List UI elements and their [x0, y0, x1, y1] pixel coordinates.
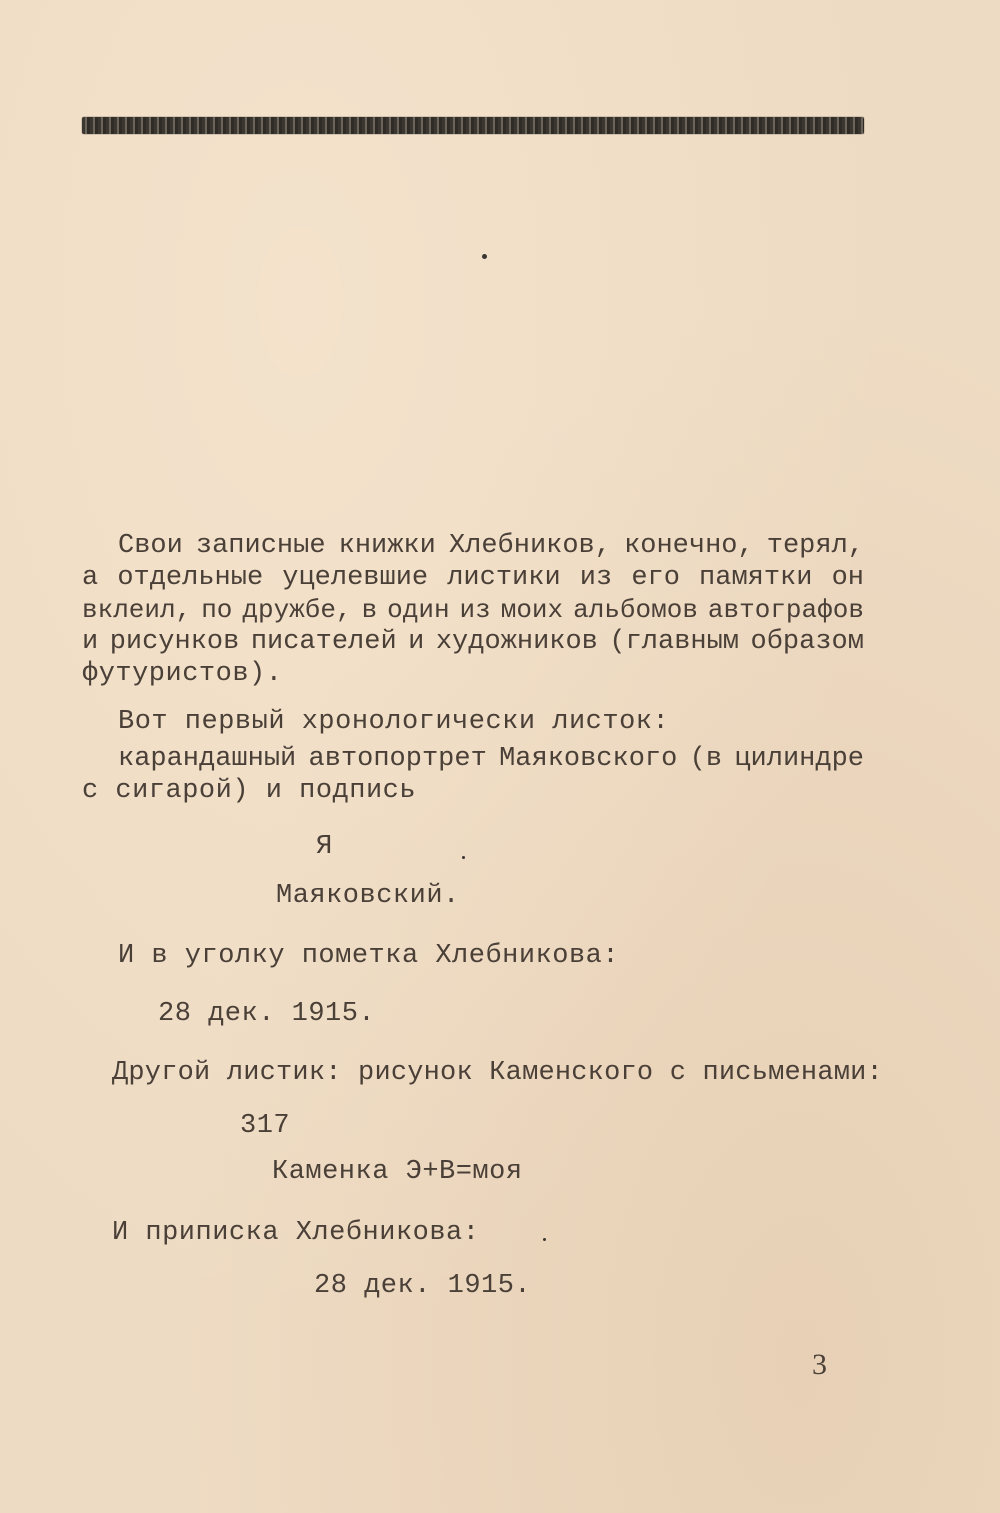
- word: (главным: [609, 627, 740, 657]
- word: Свои: [118, 531, 183, 561]
- word: моих: [500, 595, 564, 625]
- word: дружбе,: [242, 595, 352, 625]
- word: Маяковского: [499, 744, 678, 774]
- ink-speck: [482, 254, 487, 259]
- word: художников: [435, 627, 598, 657]
- word: отдельные: [117, 563, 264, 593]
- signature-line-2: Маяковский.: [276, 881, 460, 911]
- word: карандашный: [118, 744, 297, 774]
- word: памятки: [699, 563, 813, 593]
- note-1-intro: И в уголку пометка Хлебникова:: [118, 941, 620, 971]
- word: автопортрет: [308, 744, 487, 774]
- word: вклеил,: [82, 595, 192, 625]
- word: конечно,: [624, 531, 754, 561]
- paragraph-3-intro: Другой листик: рисунок Каменского с письменами:: [112, 1058, 883, 1088]
- word: из: [459, 595, 491, 625]
- note-2-intro: И приписка Хлебникова:: [112, 1218, 480, 1248]
- header-rule: [82, 117, 864, 134]
- word: книжки: [338, 531, 436, 561]
- paragraph-2-line-2: [118, 743, 864, 775]
- word: записные: [195, 531, 326, 561]
- paragraph-2-line-1: Вот первый хронологически листок:: [118, 707, 670, 737]
- word: цилиндре: [734, 744, 864, 774]
- ink-speck: [543, 1238, 546, 1241]
- paragraph-1-line-1: [118, 530, 864, 562]
- word: и: [82, 627, 99, 657]
- page-number: 3: [812, 1348, 827, 1381]
- word: рисунков: [109, 627, 240, 657]
- word: в: [361, 595, 378, 625]
- word: образом: [750, 627, 864, 657]
- paragraph-1-line-5: футуристов).: [82, 659, 283, 689]
- ink-speck: [462, 856, 465, 859]
- signature-line-1: Я: [316, 832, 333, 862]
- paragraph-3-inscription: Каменка Э+В=моя: [272, 1157, 523, 1187]
- word: один: [387, 595, 450, 625]
- word: а: [82, 563, 99, 593]
- word: альбомов: [573, 595, 698, 625]
- word: писателей: [250, 627, 397, 657]
- note-2-date: 28 дек. 1915.: [314, 1271, 532, 1301]
- word: терял,: [766, 531, 864, 561]
- word: автографов: [707, 595, 864, 625]
- paragraph-2-line-3: с сигарой) и подпись: [82, 776, 417, 806]
- word: уцелевшие: [282, 563, 429, 593]
- word: по: [201, 595, 233, 625]
- word: (в: [689, 744, 723, 774]
- word: Хлебников,: [448, 531, 611, 561]
- paragraph-3-number: 317: [240, 1111, 291, 1141]
- note-1-date: 28 дек. 1915.: [158, 999, 376, 1029]
- paragraph-1-line-4: [82, 626, 864, 658]
- paragraph-1-line-3: [82, 594, 864, 626]
- word: листики: [447, 563, 561, 593]
- word: его: [631, 563, 680, 593]
- word: он: [831, 563, 864, 593]
- paragraph-1-line-2: [82, 562, 864, 594]
- word: из: [579, 563, 613, 593]
- word: и: [408, 627, 425, 657]
